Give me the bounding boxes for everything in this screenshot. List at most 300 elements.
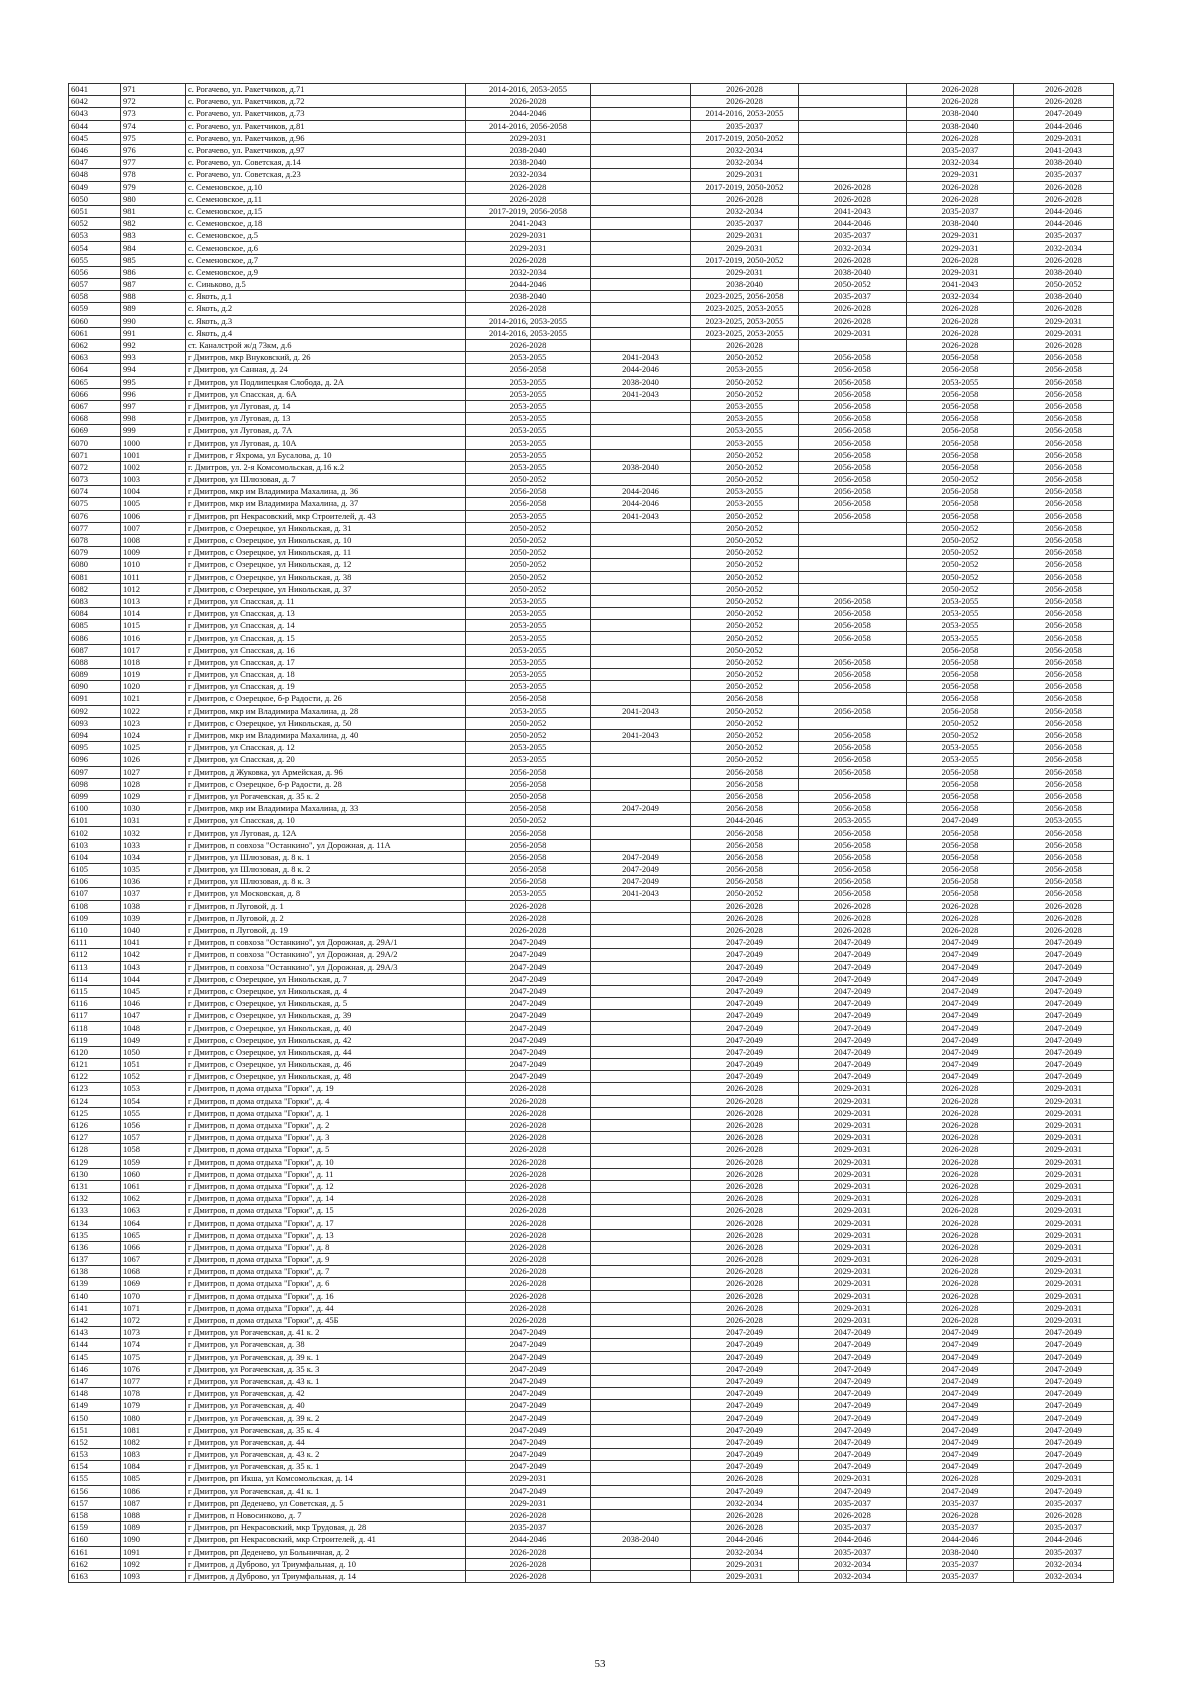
cell-item-number: 972 <box>121 96 186 108</box>
cell-item-number: 1078 <box>121 1388 186 1400</box>
cell-period-b: 2041-2043 <box>591 705 691 717</box>
cell-address: г Дмитров, ул Спасская, д. 20 <box>186 754 466 766</box>
cell-period-b <box>591 1241 691 1253</box>
cell-period-c: 2047-2049 <box>691 1071 799 1083</box>
cell-period-e: 2056-2058 <box>907 486 1014 498</box>
cell-period-e: 2047-2049 <box>907 1424 1014 1436</box>
cell-row-number: 6098 <box>69 778 121 790</box>
cell-period-b <box>591 839 691 851</box>
cell-period-d: 2026-2028 <box>799 181 907 193</box>
cell-address: г Дмитров, ул Рогачевская, д. 39 к. 1 <box>186 1351 466 1363</box>
table-row <box>69 754 1114 766</box>
cell-period-b <box>591 1022 691 1034</box>
cell-row-number: 6158 <box>69 1509 121 1521</box>
cell-item-number: 1007 <box>121 522 186 534</box>
cell-row-number: 6103 <box>69 839 121 851</box>
cell-period-d: 2029-2031 <box>799 1241 907 1253</box>
cell-address: г Дмитров, ул Московская, д. 8 <box>186 888 466 900</box>
cell-period-d: 2047-2049 <box>799 1059 907 1071</box>
cell-period-c: 2032-2034 <box>691 144 799 156</box>
cell-item-number: 1052 <box>121 1071 186 1083</box>
cell-address: с. Якоть, д.3 <box>186 315 466 327</box>
cell-period-f: 2056-2058 <box>1014 547 1114 559</box>
cell-item-number: 1014 <box>121 608 186 620</box>
cell-address: г Дмитров, п дома отдыха "Горки", д. 8 <box>186 1241 466 1253</box>
table-row <box>69 1034 1114 1046</box>
cell-period-a: 2026-2028 <box>466 1107 591 1119</box>
cell-period-c: 2047-2049 <box>691 961 799 973</box>
cell-period-b <box>591 96 691 108</box>
cell-period-a: 2050-2052 <box>466 571 591 583</box>
cell-address: г Дмитров, п дома отдыха "Горки", д. 15 <box>186 1205 466 1217</box>
cell-period-e: 2050-2052 <box>907 583 1014 595</box>
cell-period-b: 2041-2043 <box>591 352 691 364</box>
cell-period-a: 2029-2031 <box>466 230 591 242</box>
table-row <box>69 1327 1114 1339</box>
cell-row-number: 6080 <box>69 559 121 571</box>
cell-item-number: 985 <box>121 254 186 266</box>
cell-period-f: 2056-2058 <box>1014 669 1114 681</box>
cell-period-e: 2056-2058 <box>907 803 1014 815</box>
cell-period-d: 2056-2058 <box>799 729 907 741</box>
cell-period-b <box>591 1485 691 1497</box>
cell-period-f: 2032-2034 <box>1014 1570 1114 1582</box>
cell-period-f: 2056-2058 <box>1014 876 1114 888</box>
cell-period-c: 2038-2040 <box>691 279 799 291</box>
cell-period-d: 2047-2049 <box>799 1436 907 1448</box>
table-row <box>69 632 1114 644</box>
cell-period-d: 2056-2058 <box>799 669 907 681</box>
cell-period-f: 2056-2058 <box>1014 839 1114 851</box>
cell-period-a: 2026-2028 <box>466 1290 591 1302</box>
cell-row-number: 6091 <box>69 693 121 705</box>
cell-period-f: 2029-2031 <box>1014 1180 1114 1192</box>
table-row <box>69 279 1114 291</box>
cell-period-d: 2056-2058 <box>799 888 907 900</box>
cell-period-e: 2026-2028 <box>907 1119 1014 1131</box>
table-row <box>69 1412 1114 1424</box>
cell-period-f: 2026-2028 <box>1014 339 1114 351</box>
cell-item-number: 990 <box>121 315 186 327</box>
cell-item-number: 1024 <box>121 729 186 741</box>
cell-period-e: 2053-2055 <box>907 632 1014 644</box>
cell-address: г Дмитров, с Озерецкое, ул Никольская, д. 12 <box>186 559 466 571</box>
table-row <box>69 1278 1114 1290</box>
cell-item-number: 1044 <box>121 973 186 985</box>
cell-period-c: 2026-2028 <box>691 96 799 108</box>
cell-row-number: 6132 <box>69 1193 121 1205</box>
table-row <box>69 1119 1114 1131</box>
cell-period-b: 2041-2043 <box>591 388 691 400</box>
cell-period-f: 2029-2031 <box>1014 1278 1114 1290</box>
cell-period-c: 2026-2028 <box>691 1241 799 1253</box>
cell-period-c: 2047-2049 <box>691 1412 799 1424</box>
cell-period-a: 2029-2031 <box>466 242 591 254</box>
cell-period-e: 2035-2037 <box>907 1558 1014 1570</box>
cell-address: г Дмитров, ул Рогачевская, д. 38 <box>186 1339 466 1351</box>
cell-period-c: 2026-2028 <box>691 1473 799 1485</box>
cell-period-c: 2050-2052 <box>691 717 799 729</box>
cell-period-e: 2026-2028 <box>907 924 1014 936</box>
cell-address: г Дмитров, с Озерецкое, б-р Радости, д. 26 <box>186 693 466 705</box>
cell-item-number: 998 <box>121 413 186 425</box>
cell-period-b <box>591 1400 691 1412</box>
cell-row-number: 6128 <box>69 1144 121 1156</box>
cell-period-d: 2047-2049 <box>799 937 907 949</box>
table-row <box>69 132 1114 144</box>
cell-row-number: 6126 <box>69 1119 121 1131</box>
cell-period-e: 2056-2058 <box>907 681 1014 693</box>
cell-address: г Дмитров, ул Луговая, д. 10А <box>186 437 466 449</box>
table-row <box>69 1180 1114 1192</box>
cell-item-number: 1019 <box>121 669 186 681</box>
cell-row-number: 6144 <box>69 1339 121 1351</box>
cell-period-e: 2035-2037 <box>907 205 1014 217</box>
cell-period-d: 2056-2058 <box>799 876 907 888</box>
cell-period-f: 2029-2031 <box>1014 1107 1114 1119</box>
cell-period-e: 2056-2058 <box>907 766 1014 778</box>
cell-period-c: 2047-2049 <box>691 1010 799 1022</box>
cell-period-f: 2029-2031 <box>1014 1241 1114 1253</box>
cell-period-d: 2026-2028 <box>799 254 907 266</box>
cell-row-number: 6043 <box>69 108 121 120</box>
cell-address: г Дмитров, г Яхрома, ул Бусалова, д. 10 <box>186 449 466 461</box>
cell-row-number: 6116 <box>69 998 121 1010</box>
cell-item-number: 1090 <box>121 1534 186 1546</box>
cell-period-a: 2047-2049 <box>466 1436 591 1448</box>
cell-period-f: 2026-2028 <box>1014 1509 1114 1521</box>
cell-row-number: 6148 <box>69 1388 121 1400</box>
cell-address: г Дмитров, ул Спасская, д. 15 <box>186 632 466 644</box>
cell-period-b <box>591 266 691 278</box>
cell-period-f: 2056-2058 <box>1014 790 1114 802</box>
cell-period-d <box>799 169 907 181</box>
cell-item-number: 983 <box>121 230 186 242</box>
cell-item-number: 1050 <box>121 1046 186 1058</box>
cell-period-f: 2035-2037 <box>1014 169 1114 181</box>
table-row <box>69 1046 1114 1058</box>
table-row <box>69 717 1114 729</box>
cell-period-a: 2053-2055 <box>466 595 591 607</box>
cell-period-d <box>799 84 907 96</box>
cell-period-f: 2056-2058 <box>1014 717 1114 729</box>
cell-period-b <box>591 230 691 242</box>
table-row <box>69 827 1114 839</box>
cell-period-b <box>591 583 691 595</box>
cell-row-number: 6121 <box>69 1059 121 1071</box>
cell-period-c: 2050-2052 <box>691 608 799 620</box>
cell-period-c: 2026-2028 <box>691 1095 799 1107</box>
cell-address: г Дмитров, ул Шлюзовая, д. 8 к. 3 <box>186 876 466 888</box>
cell-period-c: 2026-2028 <box>691 1314 799 1326</box>
cell-period-a: 2050-2052 <box>466 522 591 534</box>
cell-period-e: 2056-2058 <box>907 449 1014 461</box>
cell-period-e: 2026-2028 <box>907 315 1014 327</box>
cell-period-e: 2035-2037 <box>907 1570 1014 1582</box>
cell-period-d <box>799 644 907 656</box>
cell-period-d: 2026-2028 <box>799 303 907 315</box>
cell-period-a: 2026-2028 <box>466 303 591 315</box>
cell-period-d <box>799 339 907 351</box>
cell-period-b <box>591 144 691 156</box>
cell-row-number: 6104 <box>69 851 121 863</box>
cell-period-d: 2056-2058 <box>799 754 907 766</box>
cell-period-d: 2047-2049 <box>799 1363 907 1375</box>
cell-address: г Дмитров, с Озерецкое, ул Никольская, д. 39 <box>186 1010 466 1022</box>
cell-row-number: 6066 <box>69 388 121 400</box>
cell-period-b <box>591 669 691 681</box>
table-row <box>69 205 1114 217</box>
cell-period-a: 2017-2019, 2056-2058 <box>466 205 591 217</box>
cell-period-d: 2047-2049 <box>799 1034 907 1046</box>
table-row <box>69 547 1114 559</box>
cell-period-c: 2026-2028 <box>691 1119 799 1131</box>
cell-period-e: 2050-2052 <box>907 717 1014 729</box>
cell-period-c: 2047-2049 <box>691 998 799 1010</box>
cell-row-number: 6041 <box>69 84 121 96</box>
table-row <box>69 218 1114 230</box>
cell-row-number: 6136 <box>69 1241 121 1253</box>
cell-period-a: 2026-2028 <box>466 1509 591 1521</box>
cell-period-d: 2056-2058 <box>799 839 907 851</box>
cell-period-f: 2056-2058 <box>1014 449 1114 461</box>
cell-period-b <box>591 242 691 254</box>
cell-period-b <box>591 827 691 839</box>
cell-period-f: 2029-2031 <box>1014 1144 1114 1156</box>
cell-period-c: 2026-2028 <box>691 193 799 205</box>
cell-period-c: 2035-2037 <box>691 120 799 132</box>
cell-row-number: 6048 <box>69 169 121 181</box>
cell-period-b <box>591 1327 691 1339</box>
cell-row-number: 6074 <box>69 486 121 498</box>
cell-period-b <box>591 1083 691 1095</box>
cell-period-c: 2047-2049 <box>691 1363 799 1375</box>
cell-item-number: 1027 <box>121 766 186 778</box>
cell-period-c: 2050-2052 <box>691 559 799 571</box>
table-row <box>69 937 1114 949</box>
table-row <box>69 96 1114 108</box>
cell-period-a: 2053-2055 <box>466 400 591 412</box>
cell-period-e: 2047-2049 <box>907 1449 1014 1461</box>
cell-period-b <box>591 437 691 449</box>
cell-period-a: 2047-2049 <box>466 1046 591 1058</box>
cell-period-a: 2041-2043 <box>466 218 591 230</box>
cell-period-b <box>591 1010 691 1022</box>
cell-period-b: 2047-2049 <box>591 851 691 863</box>
cell-period-a: 2047-2049 <box>466 1351 591 1363</box>
cell-period-c: 2050-2052 <box>691 620 799 632</box>
cell-period-e: 2047-2049 <box>907 1400 1014 1412</box>
table-row <box>69 1570 1114 1582</box>
cell-period-e: 2047-2049 <box>907 1436 1014 1448</box>
cell-period-f: 2029-2031 <box>1014 1266 1114 1278</box>
cell-address: г Дмитров, п дома отдыха "Горки", д. 4 <box>186 1095 466 1107</box>
cell-item-number: 1002 <box>121 461 186 473</box>
cell-period-e: 2047-2049 <box>907 1412 1014 1424</box>
table-row <box>69 169 1114 181</box>
cell-period-a: 2026-2028 <box>466 1217 591 1229</box>
cell-address: г Дмитров, мкр им Владимира Махалина, д. 37 <box>186 498 466 510</box>
cell-period-d: 2041-2043 <box>799 205 907 217</box>
cell-period-a: 2053-2055 <box>466 449 591 461</box>
cell-row-number: 6111 <box>69 937 121 949</box>
cell-item-number: 1009 <box>121 547 186 559</box>
cell-row-number: 6046 <box>69 144 121 156</box>
cell-address: г Дмитров, п дома отдыха "Горки", д. 14 <box>186 1193 466 1205</box>
cell-period-c: 2014-2016, 2053-2055 <box>691 108 799 120</box>
cell-item-number: 1085 <box>121 1473 186 1485</box>
table-row <box>69 230 1114 242</box>
cell-address: с. Семеновское, д.7 <box>186 254 466 266</box>
cell-period-f: 2056-2058 <box>1014 510 1114 522</box>
cell-item-number: 995 <box>121 376 186 388</box>
cell-period-d: 2029-2031 <box>799 1278 907 1290</box>
cell-address: г Дмитров, д Жуковка, ул Армейская, д. 96 <box>186 766 466 778</box>
cell-item-number: 1008 <box>121 534 186 546</box>
table-row <box>69 364 1114 376</box>
cell-period-f: 2029-2031 <box>1014 1193 1114 1205</box>
cell-address: г Дмитров, п совхоза "Останкино", ул Дорожная, д. 29А/1 <box>186 937 466 949</box>
cell-period-c: 2050-2052 <box>691 644 799 656</box>
cell-period-a: 2053-2055 <box>466 352 591 364</box>
cell-item-number: 987 <box>121 279 186 291</box>
cell-period-a: 2056-2058 <box>466 778 591 790</box>
cell-period-c: 2026-2028 <box>691 1205 799 1217</box>
table-row <box>69 864 1114 876</box>
cell-period-b <box>591 1278 691 1290</box>
cell-row-number: 6154 <box>69 1461 121 1473</box>
cell-row-number: 6130 <box>69 1168 121 1180</box>
cell-address: г Дмитров, ул Луговая, д. 13 <box>186 413 466 425</box>
cell-period-f: 2029-2031 <box>1014 1156 1114 1168</box>
cell-period-e: 2047-2049 <box>907 1485 1014 1497</box>
cell-period-b <box>591 1229 691 1241</box>
cell-period-a: 2053-2055 <box>466 669 591 681</box>
cell-period-e: 2056-2058 <box>907 352 1014 364</box>
cell-row-number: 6086 <box>69 632 121 644</box>
cell-period-e: 2026-2028 <box>907 1473 1014 1485</box>
cell-address: с. Семеновское, д.6 <box>186 242 466 254</box>
cell-address: г Дмитров, ул Спасская, д. 17 <box>186 656 466 668</box>
table-row <box>69 1388 1114 1400</box>
cell-address: г Дмитров, мкр им Владимира Махалина, д. 28 <box>186 705 466 717</box>
table-row <box>69 193 1114 205</box>
cell-period-e: 2047-2049 <box>907 1046 1014 1058</box>
cell-period-f: 2047-2049 <box>1014 1424 1114 1436</box>
cell-item-number: 1020 <box>121 681 186 693</box>
table-row <box>69 1522 1114 1534</box>
cell-period-a: 2026-2028 <box>466 1570 591 1582</box>
cell-address: г Дмитров, ул Спасская, д. 14 <box>186 620 466 632</box>
cell-row-number: 6076 <box>69 510 121 522</box>
cell-period-e: 2026-2028 <box>907 1168 1014 1180</box>
cell-row-number: 6094 <box>69 729 121 741</box>
cell-address: с. Семеновское, д.5 <box>186 230 466 242</box>
cell-period-d: 2056-2058 <box>799 632 907 644</box>
cell-address: г Дмитров, ул Спасская, д. 19 <box>186 681 466 693</box>
table-row <box>69 1485 1114 1497</box>
cell-address: г Дмитров, п совхоза "Останкино", ул Дорожная, д. 29А/2 <box>186 949 466 961</box>
cell-period-d: 2047-2049 <box>799 1071 907 1083</box>
cell-period-f: 2029-2031 <box>1014 132 1114 144</box>
cell-period-b <box>591 717 691 729</box>
cell-period-e: 2056-2058 <box>907 656 1014 668</box>
cell-row-number: 6110 <box>69 924 121 936</box>
cell-period-a: 2026-2028 <box>466 254 591 266</box>
cell-address: г Дмитров, рп Некрасовский, мкр Строителей, д. 43 <box>186 510 466 522</box>
cell-address: г Дмитров, ул Шлюзовая, д. 8 к. 1 <box>186 851 466 863</box>
cell-period-a: 2047-2049 <box>466 1400 591 1412</box>
cell-period-d: 2032-2034 <box>799 1570 907 1582</box>
cell-period-f: 2047-2049 <box>1014 1449 1114 1461</box>
cell-row-number: 6089 <box>69 669 121 681</box>
cell-row-number: 6065 <box>69 376 121 388</box>
cell-row-number: 6150 <box>69 1412 121 1424</box>
cell-period-a: 2038-2040 <box>466 291 591 303</box>
cell-period-a: 2047-2049 <box>466 1339 591 1351</box>
cell-item-number: 1015 <box>121 620 186 632</box>
table-row <box>69 912 1114 924</box>
table-row <box>69 327 1114 339</box>
cell-item-number: 1022 <box>121 705 186 717</box>
table-row <box>69 1241 1114 1253</box>
cell-period-c: 2050-2052 <box>691 754 799 766</box>
cell-item-number: 1017 <box>121 644 186 656</box>
cell-row-number: 6072 <box>69 461 121 473</box>
cell-period-c: 2026-2028 <box>691 924 799 936</box>
cell-period-f: 2056-2058 <box>1014 803 1114 815</box>
cell-period-b <box>591 120 691 132</box>
cell-period-c: 2047-2049 <box>691 985 799 997</box>
cell-period-a: 2014-2016, 2053-2055 <box>466 327 591 339</box>
cell-row-number: 6062 <box>69 339 121 351</box>
cell-period-b <box>591 413 691 425</box>
cell-address: г Дмитров, п дома отдыха "Горки", д. 1 <box>186 1107 466 1119</box>
cell-period-d: 2047-2049 <box>799 985 907 997</box>
cell-item-number: 982 <box>121 218 186 230</box>
cell-item-number: 1004 <box>121 486 186 498</box>
cell-address: г Дмитров, с Озерецкое, ул Никольская, д. 11 <box>186 547 466 559</box>
cell-period-c: 2035-2037 <box>691 218 799 230</box>
cell-row-number: 6159 <box>69 1522 121 1534</box>
cell-row-number: 6115 <box>69 985 121 997</box>
cell-row-number: 6146 <box>69 1363 121 1375</box>
table-row <box>69 425 1114 437</box>
cell-row-number: 6138 <box>69 1266 121 1278</box>
cell-address: г Дмитров, ул Рогачевская, д. 40 <box>186 1400 466 1412</box>
cell-address: г Дмитров, п дома отдыха "Горки", д. 3 <box>186 1132 466 1144</box>
cell-address: г Дмитров, рп Деденево, ул Больничная, д. 2 <box>186 1546 466 1558</box>
cell-period-d: 2047-2049 <box>799 1327 907 1339</box>
cell-period-a: 2026-2028 <box>466 1546 591 1558</box>
cell-period-c: 2056-2058 <box>691 803 799 815</box>
cell-period-f: 2056-2058 <box>1014 352 1114 364</box>
cell-item-number: 984 <box>121 242 186 254</box>
cell-period-d: 2026-2028 <box>799 193 907 205</box>
cell-period-c: 2026-2028 <box>691 1290 799 1302</box>
cell-period-d: 2053-2055 <box>799 815 907 827</box>
cell-item-number: 1089 <box>121 1522 186 1534</box>
cell-period-b <box>591 754 691 766</box>
cell-row-number: 6105 <box>69 864 121 876</box>
cell-period-f: 2047-2049 <box>1014 937 1114 949</box>
cell-item-number: 1076 <box>121 1363 186 1375</box>
cell-row-number: 6156 <box>69 1485 121 1497</box>
cell-address: г Дмитров, с Озерецкое, ул Никольская, д. 38 <box>186 571 466 583</box>
cell-period-f: 2047-2049 <box>1014 1363 1114 1375</box>
cell-address: г Дмитров, ул Рогачевская, д. 41 к. 1 <box>186 1485 466 1497</box>
cell-item-number: 1092 <box>121 1558 186 1570</box>
